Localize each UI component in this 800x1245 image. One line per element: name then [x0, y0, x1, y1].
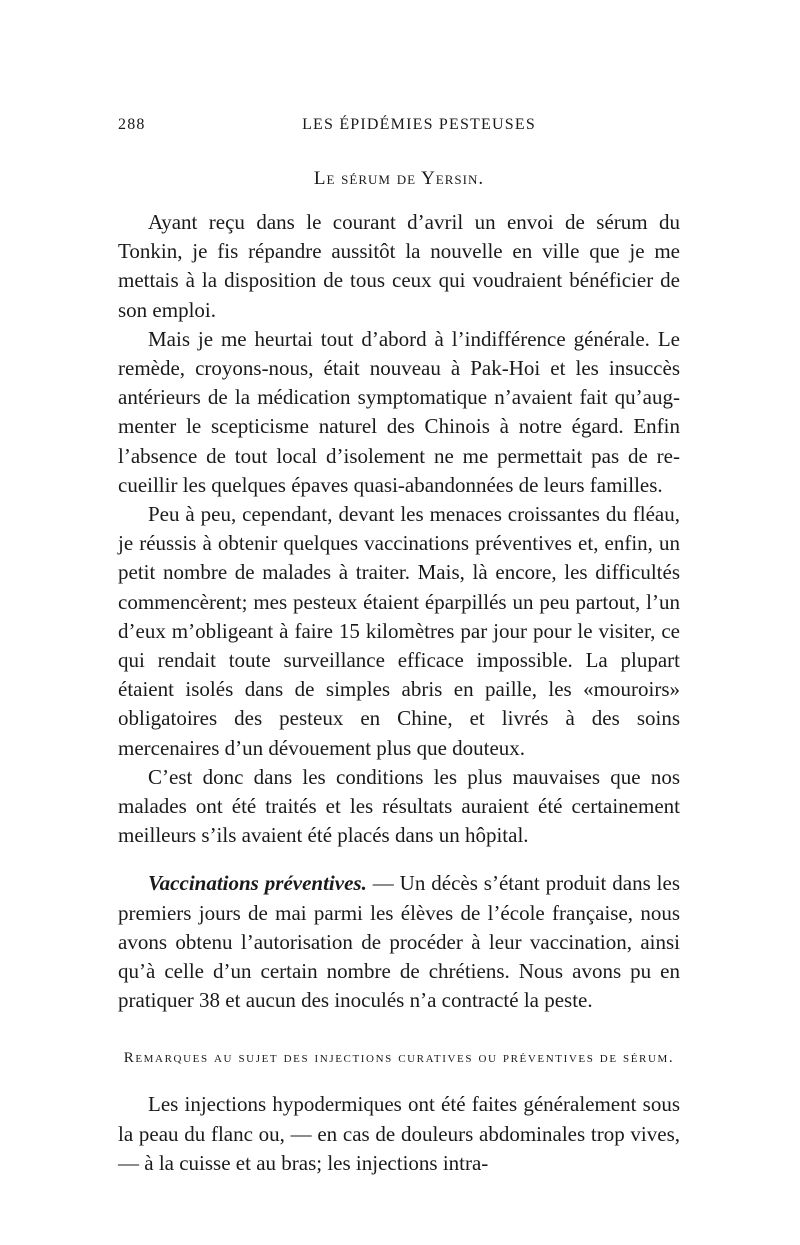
paragraph-indifference: Mais je me heurtai tout d’abord à l’indifférence générale. Le remède, croyons-nous, était nouveau à Pak-Hoi et les insuccès antérieurs de la médication symptomatique n’avaient fait qu’augmenter le scepticisme naturel des Chinois à notre égard. Enfin l’absence de tout local d’isolement ne me permettait pas de recueillir les quelques épaves quasi-abandonnées de leurs familles. — [118, 326, 680, 497]
running-head — [118, 112, 680, 142]
subsection-title: Remarques au sujet des injections curatives ou préventives de sérum. — [123, 1050, 675, 1067]
book-page — [118, 112, 680, 1178]
running-title: LES ÉPIDÉMIES PESTEUSES — [302, 116, 536, 133]
paragraph-difficulties: Peu à peu, cependant, devant les menaces croissantes du fléau, je réussis à obtenir quelques vaccinations préventives et, enfin, un petit nombre de malades à traiter. Mais, là encore, les difficultés commencèrent; mes pesteux étaient éparpillés un peu partout, l’un d’eux m’obligeant à faire 15 kilomètres par jour pour le visiter, ce qui rendait toute surveillance efficace impossible. La plupart étaient isolés dans de simples abris en paille, les «mouroirs» obligatoires des pesteux en Chine, et livrés à des soins mercenaires d’un dévouement plus que douteux. — [118, 502, 680, 760]
paragraph-conditions: C’est donc dans les conditions les plus mauvaises que nos malades ont été traités et les résultats auraient été certainement meilleurs s’ils avaient été placés dans un hôpital. — [118, 764, 680, 848]
section-title: Le sérum de Yersin. — [313, 168, 485, 189]
vaccinations-text: — Un décès s’étant produit dans les premiers jours de mai parmi les élèves de l’école française, nous avons obtenu l’autorisation de procéder à leur vaccination, ainsi qu’à celle d’un certain nombre de chrétiens. Nous avons pu en pratiquer 38 et aucun des inoculés n’a contracté la peste. — [118, 871, 680, 1013]
page-number: 288 — [118, 116, 146, 133]
vaccinations-lead-title: Vaccinations préventives. — [148, 871, 367, 896]
paragraph-serum-arrival: Ayant reçu dans le courant d’avril un envoi de sérum du Tonkin, je fis répandre aussitôt la nouvelle en ville que je me mettais à la disposition de tous ceux qui voudraient bénéficier de son emploi. — [118, 210, 680, 322]
paragraph-vaccinations — [118, 869, 680, 1015]
paragraph-injections: Les injections hypodermiques ont été faites généralement sous la peau du flanc ou, — en cas de douleurs abdominales trop vives, — à la cuisse et au bras; les injections intra- — [118, 1092, 680, 1175]
